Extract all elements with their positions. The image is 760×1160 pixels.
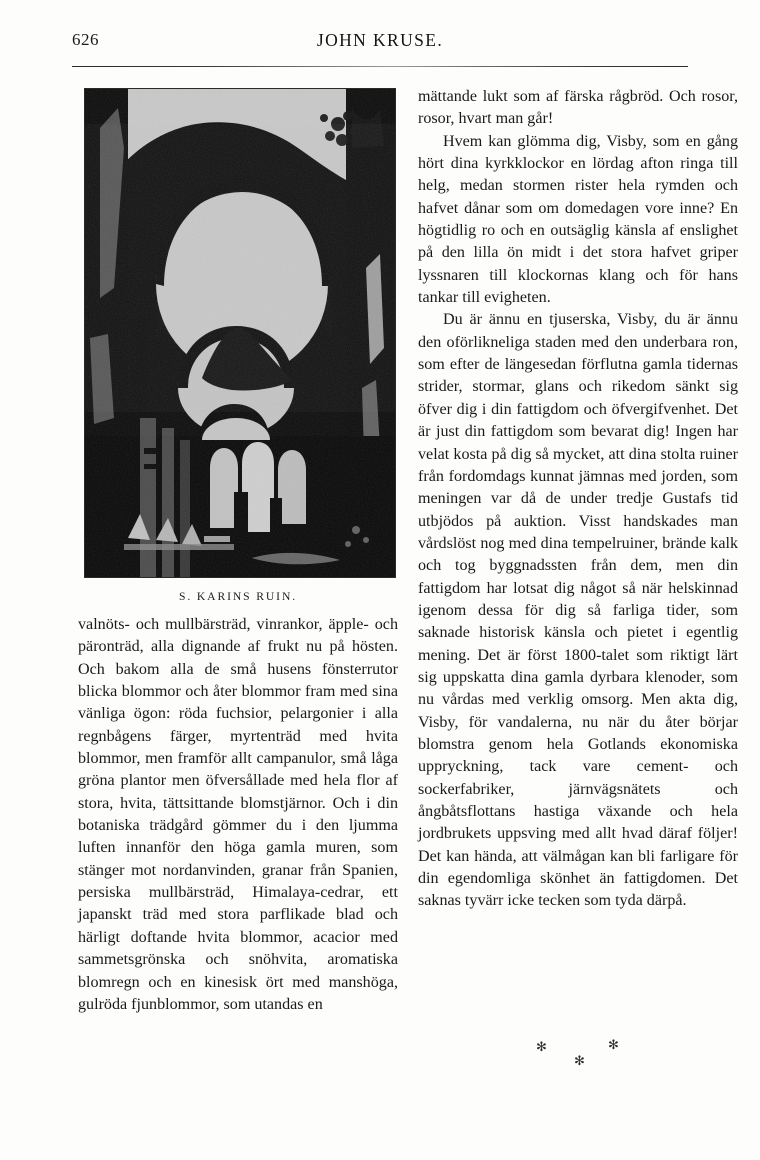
asterisk-icon: ✻ xyxy=(536,1039,547,1054)
header-rule xyxy=(72,66,688,67)
figure-reserved-space xyxy=(78,86,398,614)
asterism-section-break xyxy=(418,1038,738,1078)
figure-caption: S. KARINS RUIN. xyxy=(178,590,298,603)
text-column-right xyxy=(418,86,738,913)
paragraph: Hvem kan glömma dig, Visby, som en gång hört dina kyrkklockor en lördag afton ringa till helg, medan stormen rister hela rymden och hafvet dånar som om domedagen vore inne? En högtidlig ro och en outsäglig känsla af enslighet på den lilla ön midt i det stora hafvet griper lyssnaren till klockornas klang och för hans tankar till evigheten. xyxy=(418,132,738,307)
asterisk-icon: ✻ xyxy=(574,1053,585,1068)
paragraph: valnöts- och mullbärsträd, vinrankor, äpple- och päronträd, alla dignande af frukt nu på hösten. Och bakom alla de små husens fönsterrutor blicka blommor och åter blommor fram med sina vänliga ögon: röda fuchsior, pelargonier i alla regnbågens färger, myrtenträd med hvita blommor, men framför allt campanulor, små låga gröna plantor men öfversållade med hela flor af stora, hvita, tättsittande blomstjärnor. Och i din botaniska trädgård gömmer du i den ljumma luften innanför den höga gamla muren, som stänger mot nordanvinden, granar från Spanien, persiska mullbärsträd, Himalaya-cedrar, ett japanskt träd med stora parflikade blad och härligt doftande hvita blommor, acacior med sammetsgrönska och snöhvita, aromatiska blomregn och en kinesisk ört med manshöga, gulröda fjunblommor, som utandas en xyxy=(78,616,398,1013)
paragraph: mättande lukt som af färska rågbröd. Och rosor, rosor, hvart man går! xyxy=(418,88,738,128)
asterisk-icon: ✻ xyxy=(608,1037,619,1052)
running-title: JOHN KRUSE. xyxy=(316,30,444,50)
paragraph: Du är ännu en tjuserska, Visby, du är ännu den oförlikneliga staden med den underbara ron, som efter de längesedan förflutna gamla tidernas strider, stormar, glans och rikedom sänkt sig öfver dig i din fattigdom och öfvergifvenhet. Det är just din fattigdom som bevarat dig! Ingen har velat kosta på dig så mycket, att dina stolta ruiner från fordomdags kunnat jämnas med jorden, som meningen var då de under tredje Gustafs tid utbjödos på auktion. Visst handskades man vårdslöst nog med dina tempelruiner, brände kalk och tog byggnadssten från dem, men din fattigdom har lotsat dig något så när helskinnad igenom dessa för dig så farliga tider, som saknade historisk känsla och pietet i egentlig mening. Det är först 1800-talet som riktigt lärt sig uppskatta dina gamla dyrbara klenoder, som nu vårdas med verklig omsorg. Men akta dig, Visby, för vandalerna, nu när du åter börjar blomstra genom hela Gotlands ekonomiska uppryckning, tack vare cement- och sockerfabriker, järnvägsnätets och ångbåtsflottans hastiga växande och hela jordbrukets uppsving med allt hvad däraf följer! Det kan hända, att välmågan kan bli farligare för din egendomliga skönhet än fattigdomen. Det saknas tyvärr icke tecken som tyda därpå. xyxy=(418,311,738,910)
running-head xyxy=(72,30,688,60)
page-number: 626 xyxy=(72,30,99,49)
text-column-left xyxy=(78,86,398,1016)
